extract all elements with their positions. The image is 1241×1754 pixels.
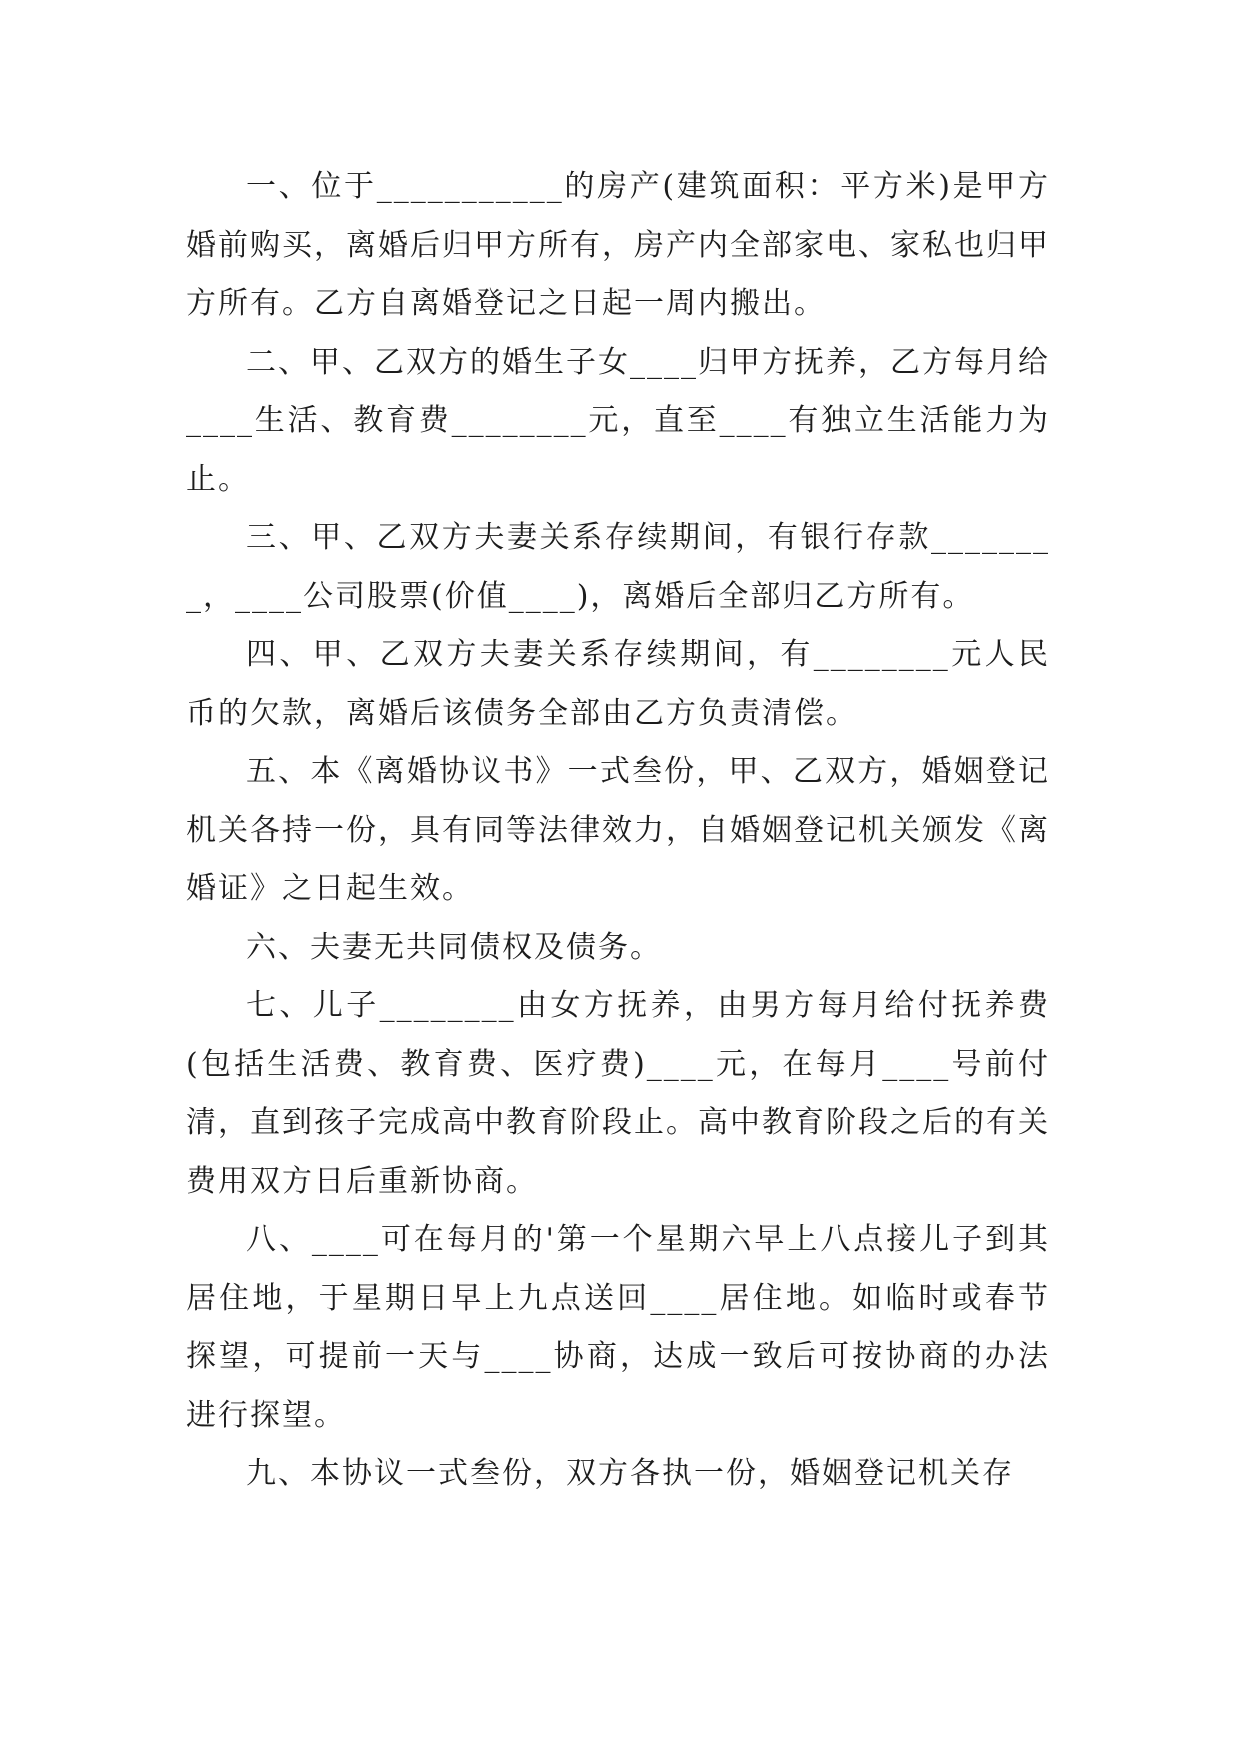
clause-7: 七、儿子________由女方抚养，由男方每月给付抚养费(包括生活费、教育费、医疗费)____元，在每月____号前付清，直到孩子完成高中教育阶段止。高中教育阶段之后的有关费用双方日后重新协商。: [186, 988, 1050, 1199]
clause-2: 二、甲、乙双方的婚生子女____归甲方抚养，乙方每月给____生活、教育费________元，直至____有独立生活能力为止。: [186, 344, 1050, 497]
clause-6: 六、夫妻无共同债权及债务。: [246, 929, 662, 965]
document-body: [186, 158, 1050, 1504]
clause-8: 八、____可在每月的'第一个星期六早上八点接儿子到其居住地，于星期日早上九点送回____居住地。如临时或春节探望，可提前一天与____协商，达成一致后可按协商的办法进行探望。: [186, 1222, 1050, 1433]
clause-4: 四、甲、乙双方夫妻关系存续期间，有________元人民币的欠款，离婚后该债务全部由乙方负责清偿。: [186, 637, 1050, 731]
clause-1: 一、位于___________的房产(建筑面积：平方米)是甲方婚前购买，离婚后归甲方所有，房产内全部家电、家私也归甲方所有。乙方自离婚登记之日起一周内搬出。: [186, 169, 1050, 321]
clause-9: 九、本协议一式叁份，双方各执一份，婚姻登记机关存: [246, 1456, 1014, 1491]
clause-3: 三、甲、乙双方夫妻关系存续期间，有银行存款________，____公司股票(价值____)，离婚后全部归乙方所有。: [186, 520, 1050, 614]
clause-5: 五、本《离婚协议书》一式叁份，甲、乙双方，婚姻登记机关各持一份，具有同等法律效力，自婚姻登记机关颁发《离婚证》之日起生效。: [186, 754, 1050, 906]
